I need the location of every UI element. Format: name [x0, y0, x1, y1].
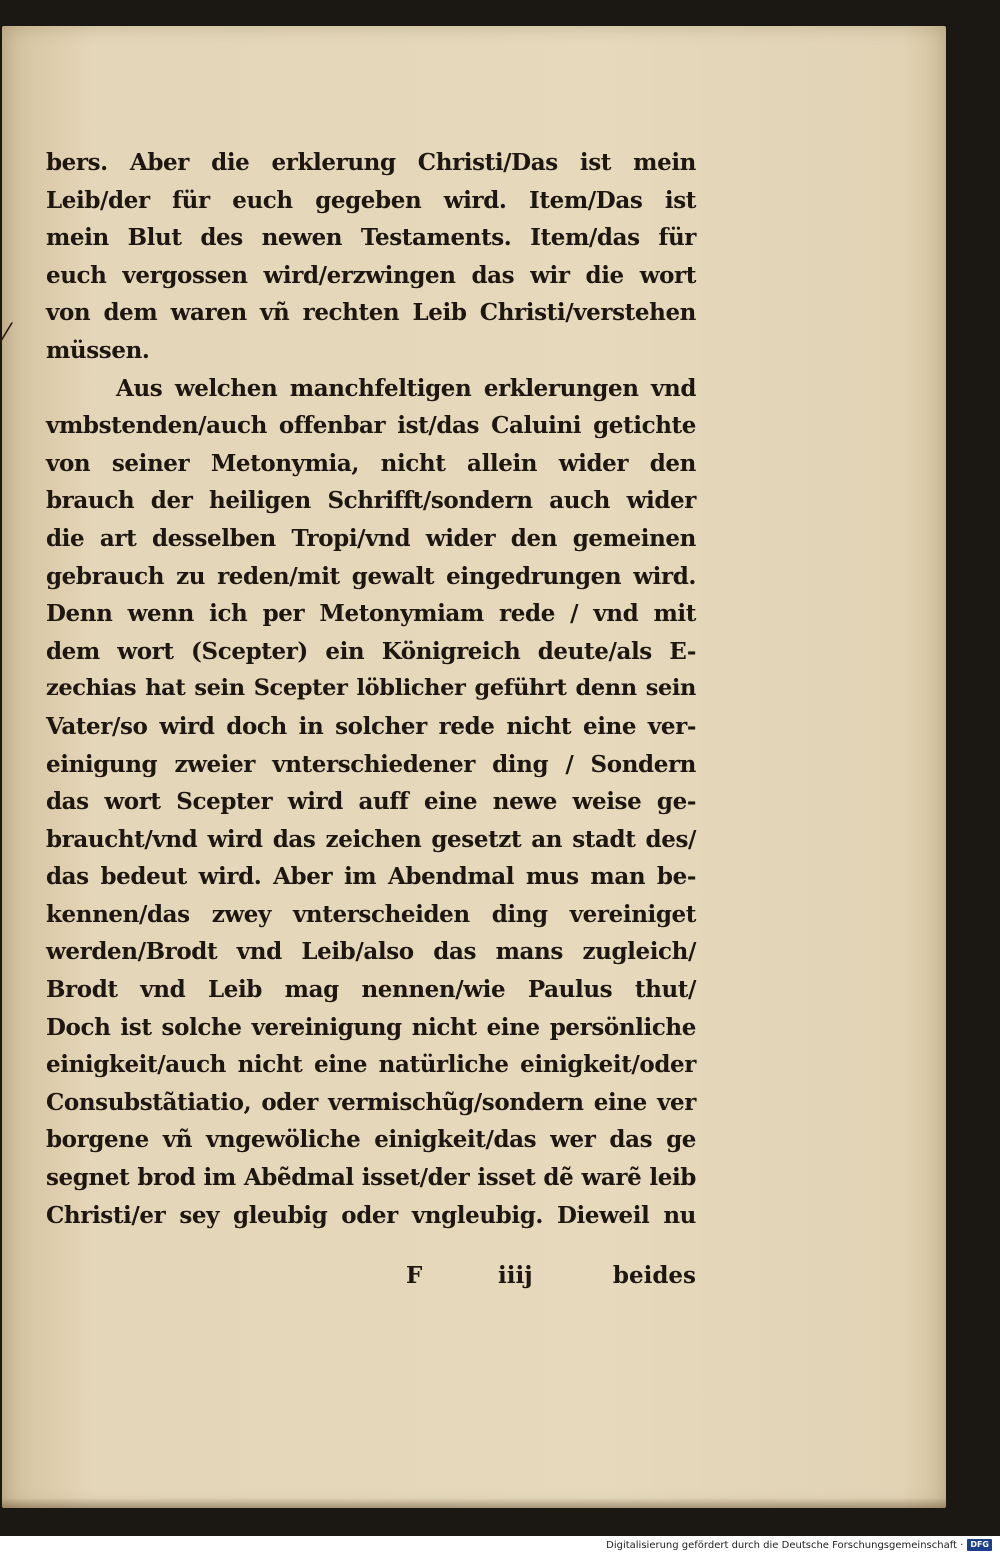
- text-line: das wort Scepter wird auff eine newe weise ge-: [46, 788, 696, 816]
- catchword: beides: [612, 1262, 696, 1289]
- text-line: müssen.: [46, 336, 150, 364]
- text-line: von dem waren vñ rechten Leib Christi/verstehen: [46, 299, 696, 327]
- text-block: [46, 144, 696, 1234]
- margin-mark: ⁄: [4, 319, 9, 349]
- signature-mark: F: [406, 1262, 423, 1289]
- text-line: mein Blut des newen Testaments. Item/das für: [46, 224, 696, 252]
- text-line: von seiner Metonymia, nicht allein wider den: [46, 449, 696, 477]
- text-line: bers. Aber die erklerung Christi/Das ist mein: [46, 149, 696, 176]
- text-line: Aus welchen manchfeltigen erklerungen vnd: [116, 374, 696, 402]
- text-line: brauch der heiligen Schrifft/sondern auch wider: [46, 487, 696, 515]
- text-line: einigung zweier vnterschiedener ding / Sondern: [46, 750, 696, 778]
- text-line: werden/Brodt vnd Leib/also das mans zugleich/: [46, 938, 696, 966]
- book-page: [2, 26, 946, 1508]
- text-line: kennen/das zwey vnterscheiden ding vereiniget: [46, 900, 696, 928]
- leaf-number: iiij: [498, 1262, 533, 1289]
- page-footer: [46, 1258, 696, 1296]
- text-line: einigkeit/auch nicht eine natürliche einigkeit/oder: [46, 1051, 696, 1079]
- digitization-credit: [606, 1538, 992, 1552]
- text-line: Consubstãtiatio, oder vermischũg/sondern eine ver: [46, 1088, 696, 1116]
- text-line: Doch ist solche vereinigung nicht eine persönliche: [46, 1013, 696, 1041]
- text-line: Christi/er sey gleubig oder vngleubig. Dieweil nu: [46, 1201, 696, 1229]
- text-line: Leib/der für euch gegeben wird. Item/Das ist: [46, 186, 696, 214]
- text-line: zechias hat sein Scepter löblicher geführt denn sein: [46, 675, 696, 702]
- text-line: das bedeut wird. Aber im Abendmal mus man be-: [46, 863, 696, 891]
- text-line: borgene vñ vngewöliche einigkeit/das wer das ge: [46, 1126, 696, 1154]
- text-line: braucht/vnd wird das zeichen gesetzt an stadt des/: [46, 825, 696, 853]
- text-line: dem wort (Scepter) ein Königreich deute/als E-: [46, 637, 696, 665]
- text-line: Denn wenn ich per Metonymiam rede / vnd mit: [46, 600, 696, 628]
- text-line: Brodt vnd Leib mag nennen/wie Paulus thut/: [46, 976, 696, 1004]
- text-line: vmbstenden/auch offenbar ist/das Caluini getichte: [46, 412, 696, 440]
- text-line: die art desselben Tropi/vnd wider den gemeinen: [46, 524, 696, 552]
- text-line: gebrauch zu reden/mit gewalt eingedrungen wird.: [46, 562, 696, 590]
- text-line: Vater/so wird doch in solcher rede nicht eine ver-: [46, 712, 696, 740]
- text-line: euch vergossen wird/erzwingen das wir die wort: [46, 261, 696, 289]
- text-line: segnet brod im Abẽdmal isset/der isset dẽ warẽ leib: [46, 1164, 696, 1192]
- credit-text: Digitalisierung gefördert durch die Deutsche Forschungsgemeinschaft ·: [606, 1539, 964, 1551]
- dfg-logo: DFG: [967, 1539, 992, 1551]
